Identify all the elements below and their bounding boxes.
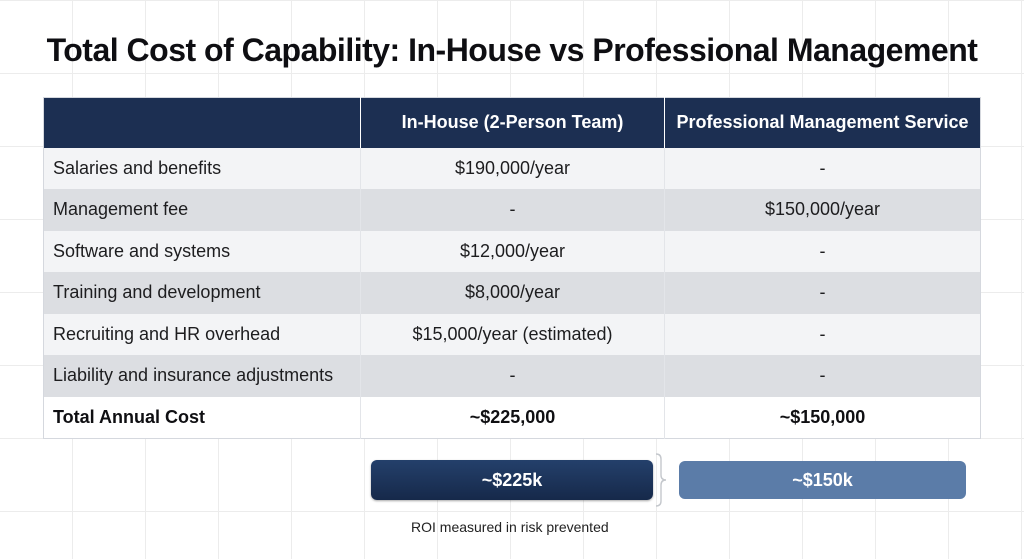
- total-professional: ~$150,000: [665, 397, 981, 439]
- professional-cost-cell: $150,000/year: [665, 189, 981, 231]
- professional-cost-cell: -: [665, 148, 981, 190]
- page-title: Total Cost of Capability: In-House vs Professional Management: [46, 32, 978, 68]
- cost-comparison-table: [43, 97, 981, 439]
- in-house-cost-cell: -: [361, 189, 665, 231]
- header-cell-professional: Professional Management Service: [665, 98, 981, 148]
- professional-cost-cell: -: [665, 314, 981, 356]
- table-row: [44, 272, 981, 314]
- professional-cost-bar: [679, 461, 966, 499]
- total-row: [44, 397, 981, 439]
- row-label: Salaries and benefits: [44, 148, 361, 190]
- table-row: [44, 355, 981, 397]
- table-row: [44, 231, 981, 273]
- in-house-cost-bar: [371, 460, 653, 500]
- table-header-row: [44, 98, 981, 148]
- in-house-cost-cell: $190,000/year: [361, 148, 665, 190]
- table-row: [44, 314, 981, 356]
- professional-cost-cell: -: [665, 231, 981, 273]
- row-label: Software and systems: [44, 231, 361, 273]
- roi-caption: ROI measured in risk prevented: [411, 519, 609, 535]
- table-row: [44, 148, 981, 190]
- in-house-cost-cell: $12,000/year: [361, 231, 665, 273]
- bracket-connector: [654, 453, 668, 507]
- total-label: Total Annual Cost: [44, 397, 361, 439]
- professional-cost-cell: -: [665, 355, 981, 397]
- in-house-bar-label: ~$225k: [481, 469, 543, 490]
- in-house-cost-cell: -: [361, 355, 665, 397]
- in-house-cost-cell: $15,000/year (estimated): [361, 314, 665, 356]
- row-label: Recruiting and HR overhead: [44, 314, 361, 356]
- total-in-house: ~$225,000: [361, 397, 665, 439]
- professional-cost-cell: -: [665, 272, 981, 314]
- table-row: [44, 189, 981, 231]
- row-label: Liability and insurance adjustments: [44, 355, 361, 397]
- header-cell-in-house: In-House (2-Person Team): [361, 98, 665, 148]
- row-label: Management fee: [44, 189, 361, 231]
- row-label: Training and development: [44, 272, 361, 314]
- professional-bar-label: ~$150k: [792, 469, 853, 490]
- header-cell-empty: [44, 98, 361, 148]
- in-house-cost-cell: $8,000/year: [361, 272, 665, 314]
